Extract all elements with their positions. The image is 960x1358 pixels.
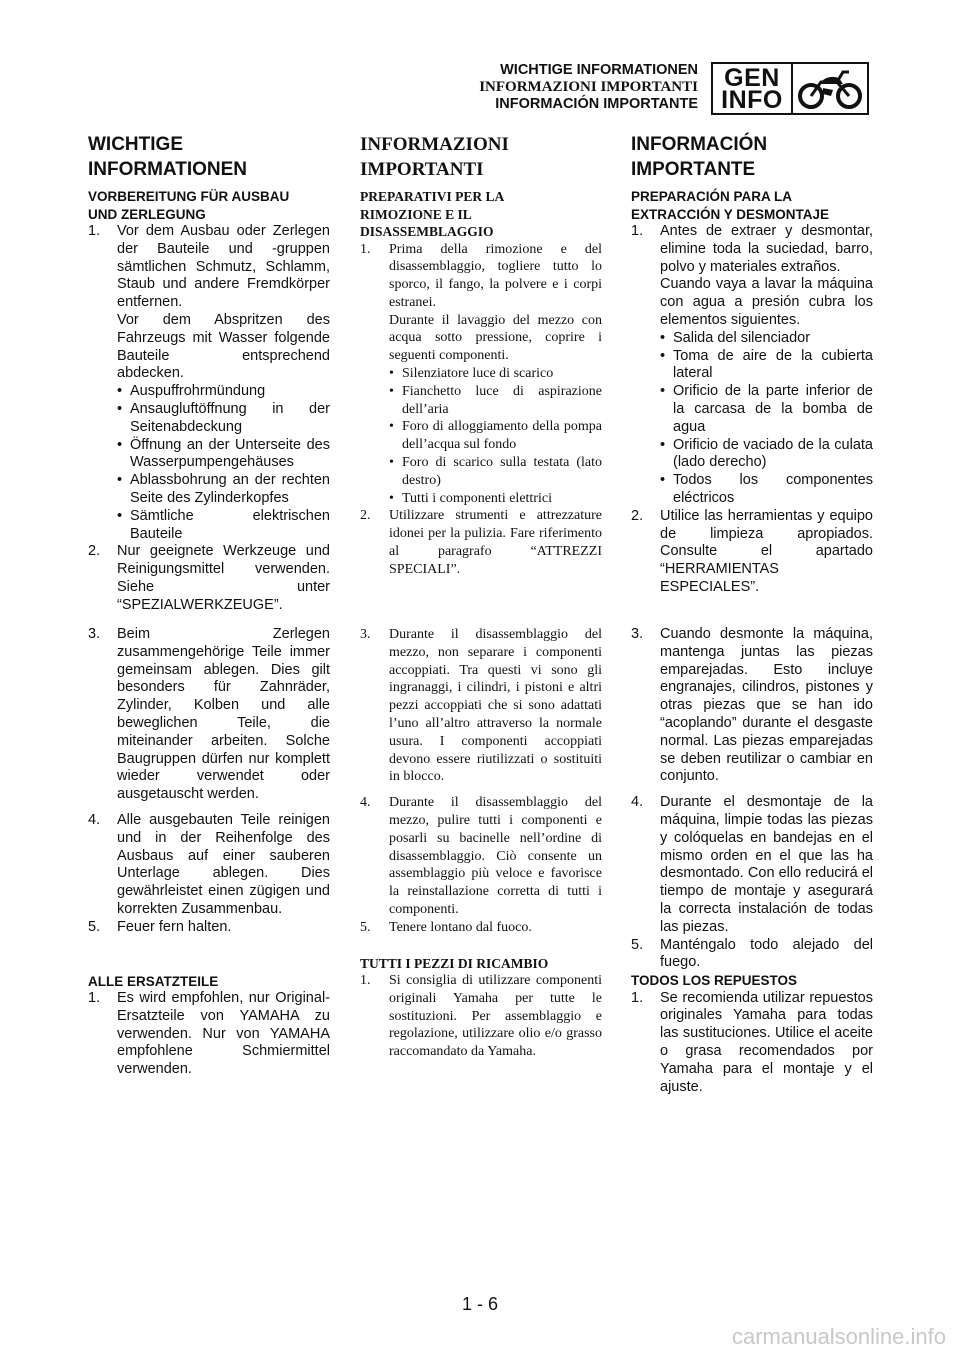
bullet-icon: •	[117, 383, 123, 400]
list-item: 1. Vor dem Ausbau oder Zerlegen der Bauteile und -gruppen sämtlichen Schmutz, Schlamm, Staub und andere Fremdkörper entfernen.	[88, 223, 330, 311]
badge-line2: INFO	[721, 85, 783, 114]
list-item: 1. Se recomienda utilizar repuestos originales Yamaha para todas las sustituciones. Utilice el aceite o grasa recomendados por Yamaha para el montaje y el ajuste.	[631, 989, 873, 1095]
list-item: 2. Nur geeignete Werkzeuge und Reinigungsmittel verwenden. Siehe unter “SPEZIALWERKZEUGE”.	[88, 543, 330, 613]
column-es-top	[631, 132, 873, 597]
list-item-paragraph: Durante il lavaggio del mezzo con acqua sotto pressione, coprire i seguenti componenti.	[389, 312, 602, 364]
list-item: 2. Utilizzare strumenti e attrezzature idonei per la pulizia. Fare riferimento al paragrafo “ATTREZZI SPECIALI”.	[360, 508, 602, 577]
column-it-bottom	[360, 626, 602, 1061]
watermark: carmanualsonline.info	[731, 1324, 946, 1349]
es-section-spare-parts: TODOS LOS REPUESTOS	[631, 973, 798, 989]
de-section-spare-parts: ALLE ERSATZTEILE	[88, 973, 219, 989]
bullet-icon: •	[117, 472, 123, 489]
bullet-icon: •	[117, 436, 123, 453]
header-title-es: INFORMACIÓN IMPORTANTE	[495, 96, 698, 112]
bullet-item: • Tutti i componenti elettrici	[389, 490, 552, 506]
motorcycle-icon	[793, 64, 867, 113]
gen-info-badge	[711, 62, 869, 115]
bullet-icon: •	[117, 400, 123, 417]
bullet-icon: •	[389, 455, 394, 471]
list-item: 5. Feuer fern halten.	[88, 918, 232, 935]
column-es-bottom	[631, 626, 873, 1096]
bullet-icon: •	[660, 329, 666, 346]
list-item: 1. Prima della rimozione e del disassemblaggio, togliere tutto lo sporco, il fango, la polvere e i corpi estranei.	[360, 241, 602, 310]
bullet-item: • Auspuffrohrmündung	[117, 383, 266, 400]
list-item: 3. Durante il disassemblaggio del mezzo, non separare i componenti accoppiati. Tra questi vi sono gli ingranaggi, i cilindri, i pistoni e altri pezzi accoppiati che si sono adattati l’uno all’altro attraverso la normale usura. I componenti accoppiati devono essere riutilizzati o sostituiti in blocco.	[360, 627, 602, 785]
bullet-item: • Silenziatore luce di scarico	[389, 366, 554, 382]
bullet-icon: •	[660, 436, 666, 453]
list-item: 1. Es wird empfohlen, nur Original-Ersatzteile von YAMAHA zu verwenden. Nur von YAMAHA empfohlene Schmiermittel verwenden.	[88, 990, 330, 1078]
bullet-item: • Salida del silenciador	[660, 329, 811, 346]
list-item: 3. Beim Zerlegen zusammengehörige Teile immer gemeinsam ablegen. Dies gilt besonders für Zahnräder, Zylinder, Kolben und alle beweglichen Teile, die miteinander arbeiten. Solche Baugruppen dürfen nur komplett wieder verwendet oder ausgetauscht werden.	[88, 626, 330, 803]
bullet-item: • Sämtliche elektrischen Bauteile	[117, 507, 330, 542]
column-it-top	[360, 132, 602, 579]
bullet-icon: •	[389, 490, 394, 506]
header-title-it: INFORMAZIONI IMPORTANTI	[479, 79, 698, 95]
bullet-icon: •	[660, 383, 666, 400]
bullet-item: • Öffnung an der Unterseite des Wasserpumpengehäuses	[117, 436, 330, 471]
bullet-item: • Ablassbohrung an der rechten Seite des Zylinderkopfes	[117, 472, 330, 506]
es-section-preparation: PREPARACIÓN PARA LA EXTRACCIÓN Y DESMONTAJE	[631, 189, 830, 222]
bullet-item: • Foro di scarico sulla testata (lato destro)	[389, 455, 602, 488]
badge-text	[713, 64, 793, 113]
column-de-top	[88, 132, 330, 615]
it-title: INFORMAZIONI IMPORTANTI	[360, 134, 509, 180]
list-item: 5. Tenere lontano dal fuoco.	[360, 919, 532, 935]
list-item: 4. Durante el desmontaje de la máquina, limpie todas las piezas y colóquelas en bandejas en el mismo orden en el que las ha desmontado. Con ello reducirá el tiempo de montaje y asegurará la correcta instalación de todas las piezas.	[631, 794, 873, 935]
column-de-bottom	[88, 626, 330, 1079]
bullet-item: • Orificio de vaciado de la culata (lado derecho)	[660, 436, 873, 471]
bullet-item: • Fianchetto luce di aspirazione dell’aria	[389, 383, 602, 417]
bullet-item: • Toma de aire de la cubierta lateral	[660, 347, 873, 382]
de-title: WICHTIGE INFORMATIONEN	[88, 134, 248, 180]
list-item: 1. Antes de extraer y desmontar, elimine toda la suciedad, barro, polvo y materiales extraños.	[631, 223, 873, 275]
bullet-item: • Ansaugluftöffnung in der Seitenabdeckung	[117, 400, 330, 435]
bullet-item: • Foro di alloggiamento della pompa dell’acqua sul fondo	[389, 419, 602, 453]
list-item: 3. Cuando desmonte la máquina, mantenga juntas las piezas emparejadas. Esto incluye engranajes, cilindros, pistones y otras piezas que se han ido “acoplando” durante el desgaste normal. Las piezas emparejadas se deben reutilizar o cambiar en conjunto.	[631, 626, 873, 785]
list-item-paragraph: Vor dem Abspritzen des Fahrzeugs mit Wasser folgende Bauteile entsprechend abdecken.	[117, 311, 330, 382]
header-title-de: WICHTIGE INFORMATIONEN	[500, 62, 698, 78]
list-item: 4. Durante il disassemblaggio del mezzo, pulire tutti i componenti e posarli su bacinelle nell’ordine di disassemblaggio. Ciò consente un assemblaggio più veloce e favorisce la reinstallazione corretta di tutti i componenti.	[360, 795, 602, 917]
list-item: 4. Alle ausgebauten Teile reinigen und in der Reihenfolge des Ausbaus auf einer sauberen Unterlage ablegen. Dies gewährleistet einen zügigen und korrekten Zusammenbau.	[88, 811, 330, 917]
list-item-paragraph: Cuando vaya a lavar la máquina con agua a presión cubra los elementos siguientes.	[660, 276, 873, 328]
bullet-icon: •	[389, 383, 394, 399]
list-item: 1. Si consiglia di utilizzare componenti originali Yamaha per tutte le sostituzioni. Per assemblaggio e regolazione, utilizzare olio e/o grasso raccomandato da Yamaha.	[360, 973, 602, 1060]
es-title: INFORMACIÓN IMPORTANTE	[631, 134, 768, 180]
bullet-icon: •	[389, 366, 394, 382]
bullet-icon: •	[117, 507, 123, 524]
it-section-spare-parts: TUTTI I PEZZI DI RICAMBIO	[360, 955, 549, 971]
page-number: 1 - 6	[461, 1294, 499, 1314]
header-titles	[479, 62, 698, 113]
it-section-preparation: PREPARATIVI PER LA RIMOZIONE E IL DISASSEMBLAGGIO	[360, 189, 505, 239]
badge-line1: GEN	[724, 63, 780, 92]
list-item: 2. Utilice las herramientas y equipo de limpieza apropiados. Consulte el apartado “HERRAMIENTAS ESPECIALES”.	[631, 507, 873, 595]
bullet-icon: •	[389, 419, 394, 435]
list-item: 5. Manténgalo todo alejado del fuego.	[631, 936, 873, 971]
bullet-item: • Orificio de la parte inferior de la carcasa de la bomba de agua	[660, 383, 873, 435]
de-section-preparation: VORBEREITUNG FÜR AUSBAU UND ZERLEGUNG	[88, 189, 290, 222]
bullet-icon: •	[660, 472, 666, 489]
bullet-item: • Todos los componentes eléctricos	[660, 472, 873, 506]
bullet-icon: •	[660, 347, 666, 364]
